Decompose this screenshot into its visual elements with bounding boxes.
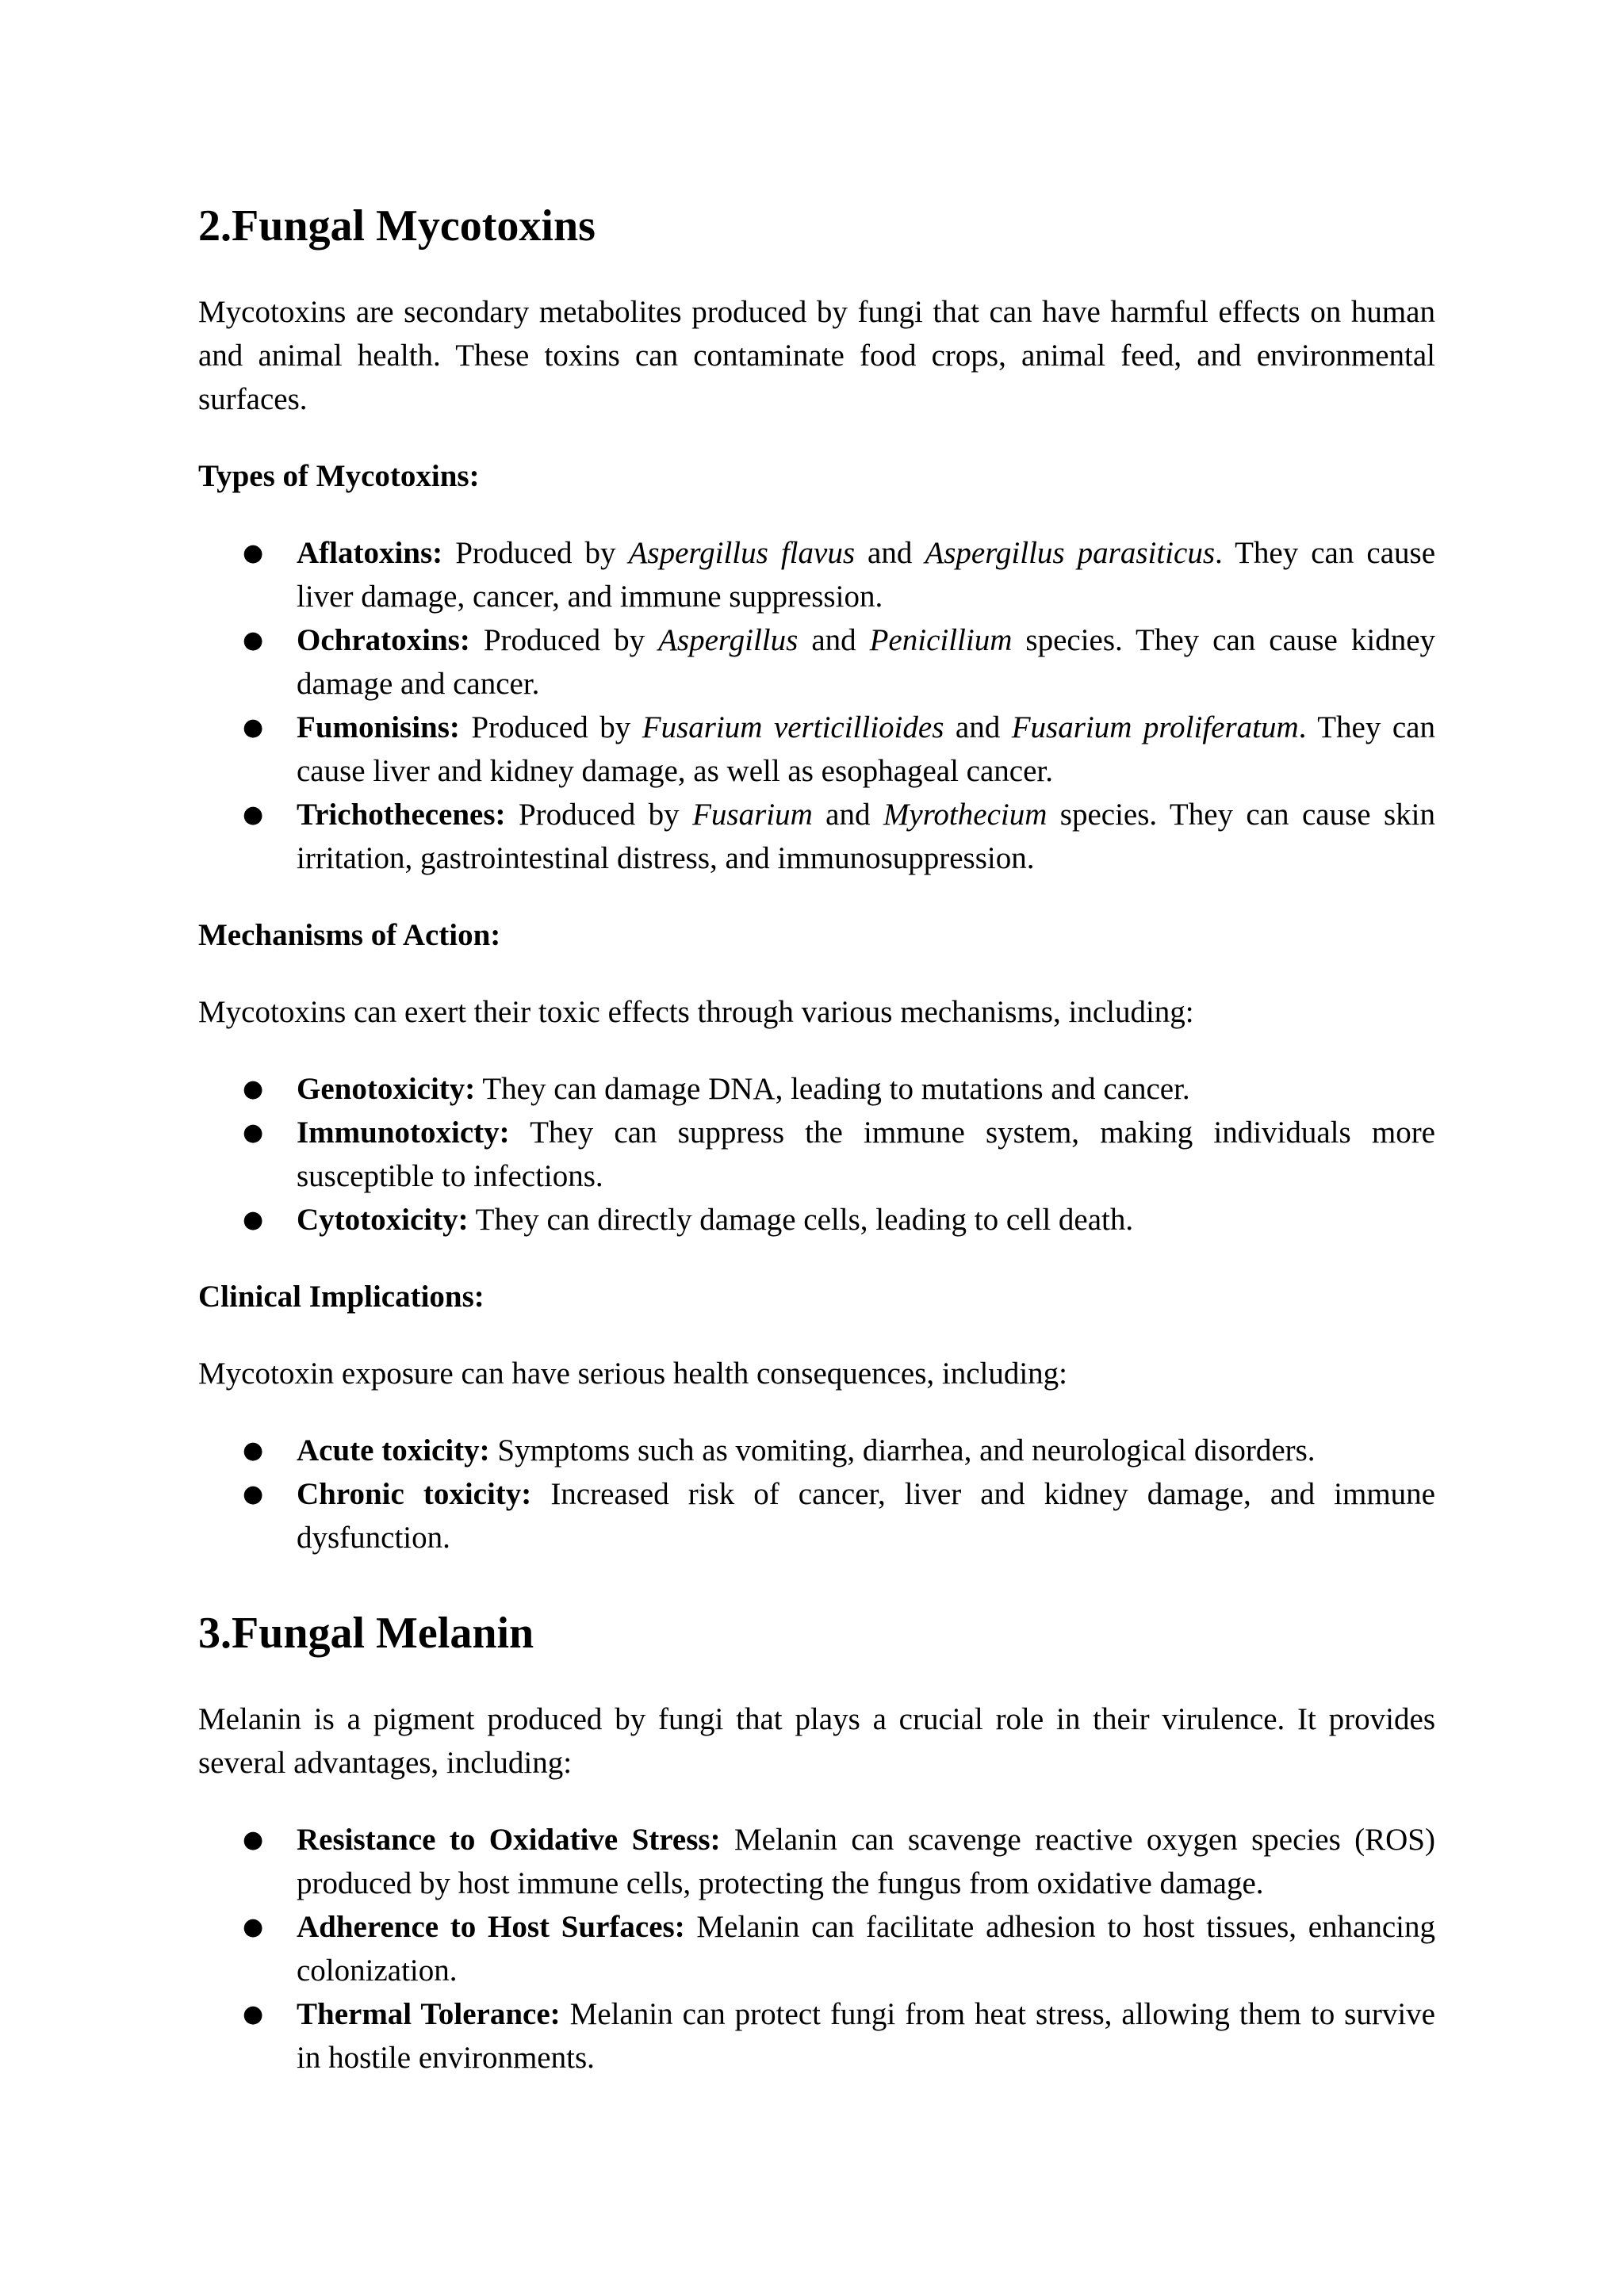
bullet-icon: ● [243, 539, 264, 567]
clinical-intro-paragraph: Mycotoxin exposure can have serious health consequences, including: [198, 1357, 1068, 1391]
mycotoxins-intro-paragraph: Mycotoxins are secondary metabolites produced by fungi that can have harmful effects on human and animal health. These toxins can contaminate food crops, animal feed, and environmental surfaces. [198, 295, 1435, 416]
species-name: Penicillium [869, 623, 1013, 657]
list-item-text: They can damage DNA, leading to mutations and cancer. [475, 1072, 1190, 1106]
list-item [198, 1111, 1435, 1198]
species-name: Fusarium verticillioides [642, 710, 944, 744]
list-item-text: Produced by [459, 710, 642, 744]
bullet-icon: ● [243, 714, 264, 741]
melanin-intro-paragraph: Melanin is a pigment produced by fungi that plays a crucial role in their virulence. It provides several advantages, including: [198, 1702, 1435, 1780]
list-item-text: and [855, 536, 925, 570]
melanin-advantages-list [198, 1818, 1435, 2080]
species-name: Aspergillus [658, 623, 799, 657]
list-item-text: They can directly damage cells, leading to cell death. [468, 1203, 1134, 1237]
section-heading-fungal-mycotoxins: 2.Fungal Mycotoxins [198, 201, 596, 251]
list-item-text: Melanin can facilitate adhesion to host tissues, enhancing colonization. [297, 1910, 1435, 1988]
list-item-text: . They can cause liver and kidney damage, as well as esophageal cancer. [297, 710, 1435, 788]
bullet-icon: ● [243, 1075, 264, 1103]
list-item-text: Produced by [469, 623, 659, 657]
list-item-text: Melanin can protect fungi from heat stress, allowing them to survive in hostile environments. [297, 1997, 1435, 2075]
species-name: Fusarium [692, 798, 813, 832]
bullet-icon: ● [243, 1826, 264, 1854]
clinical-implications-heading: Clinical Implications: [198, 1280, 485, 1314]
list-item-text: species. They can cause kidney damage and cancer. [297, 623, 1435, 701]
list-item-text: Produced by [505, 798, 693, 832]
list-item-text: Symptoms such as vomiting, diarrhea, and neurological disorders. [489, 1433, 1316, 1468]
list-item-text: . They can cause liver damage, cancer, and immune suppression. [297, 536, 1436, 614]
list-item-term: Genotoxicity: [297, 1072, 476, 1106]
document-page [198, 198, 1435, 2080]
list-item-term: Resistance to Oxidative Stress: [297, 1823, 721, 1857]
bullet-icon: ● [243, 1206, 264, 1234]
list-item [198, 706, 1435, 793]
list-item-text: species. They can cause skin irritation, gastrointestinal distress, and immunosuppression. [297, 798, 1435, 875]
list-item-term: Adherence to Host Surfaces: [297, 1910, 685, 1944]
list-item [198, 1472, 1435, 1559]
list-item [198, 1818, 1435, 1905]
species-name: Fusarium proliferatum [1011, 710, 1299, 744]
list-item-text: and [944, 710, 1012, 744]
list-item-text: Produced by [442, 536, 629, 570]
bullet-icon: ● [243, 1913, 264, 1941]
list-item-term: Ochratoxins: [297, 623, 470, 657]
list-item [198, 1067, 1435, 1111]
list-item [198, 618, 1435, 706]
list-item-term: Trichothecenes: [297, 798, 506, 832]
list-item-term: Aflatoxins: [297, 536, 443, 570]
list-item-text: Increased risk of cancer, liver and kidney damage, and immune dysfunction. [297, 1477, 1435, 1555]
bullet-icon: ● [243, 1119, 264, 1146]
list-item [198, 1198, 1435, 1242]
list-item-text: Melanin can scavenge reactive oxygen species (ROS) produced by host immune cells, protecting the fungus from oxidative damage. [297, 1823, 1435, 1900]
species-name: Myrothecium [883, 798, 1048, 832]
list-item [198, 531, 1435, 618]
mycotoxin-types-list [198, 531, 1435, 880]
list-item [198, 1992, 1435, 2080]
list-item-term: Acute toxicity: [297, 1433, 490, 1468]
list-item-term: Thermal Tolerance: [297, 1997, 561, 2031]
list-item [198, 793, 1435, 880]
bullet-icon: ● [243, 2000, 264, 2028]
list-item-text: and [812, 798, 883, 832]
types-of-mycotoxins-heading: Types of Mycotoxins: [198, 459, 480, 493]
bullet-icon: ● [243, 1480, 264, 1508]
bullet-icon: ● [243, 1437, 264, 1464]
list-item [198, 1429, 1435, 1472]
mechanisms-intro-paragraph: Mycotoxins can exert their toxic effects through various mechanisms, including: [198, 995, 1194, 1029]
species-name: Aspergillus flavus [628, 536, 855, 570]
list-item-term: Cytotoxicity: [297, 1203, 469, 1237]
list-item-term: Fumonisins: [297, 710, 460, 744]
list-item-term: Immunotoxicty: [297, 1115, 510, 1150]
list-item-text: and [798, 623, 870, 657]
mechanisms-list [198, 1067, 1435, 1242]
list-item-text: They can suppress the immune system, making individuals more susceptible to infections. [297, 1115, 1435, 1193]
list-item [198, 1905, 1435, 1992]
section-heading-fungal-melanin: 3.Fungal Melanin [198, 1609, 534, 1658]
bullet-icon: ● [243, 801, 264, 828]
clinical-list [198, 1429, 1435, 1559]
species-name: Aspergillus parasiticus [925, 536, 1215, 570]
mechanisms-of-action-heading: Mechanisms of Action: [198, 918, 501, 952]
list-item-term: Chronic toxicity: [297, 1477, 532, 1511]
bullet-icon: ● [243, 626, 264, 654]
